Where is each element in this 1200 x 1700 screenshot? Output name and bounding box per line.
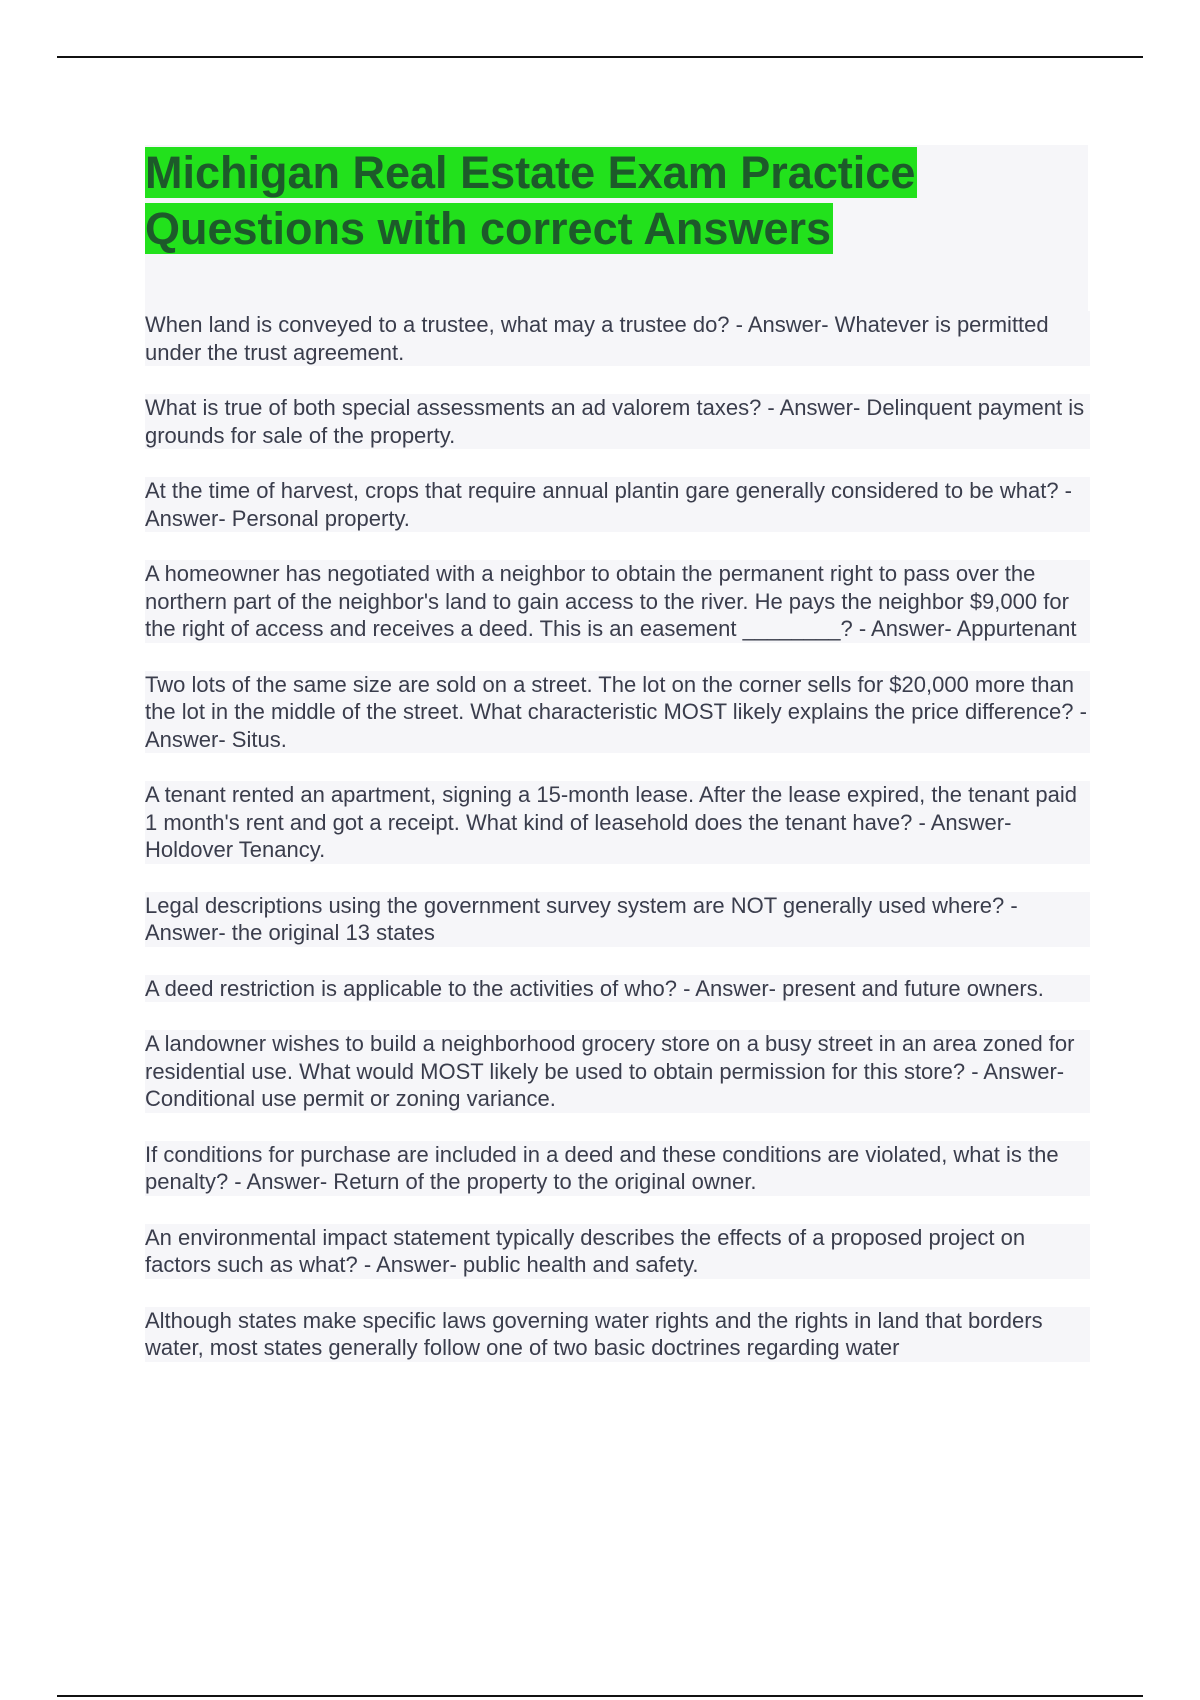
title-block	[145, 145, 1088, 313]
qa-item-9: A landowner wishes to build a neighborhood grocery store on a busy street in an area zoned for residential use. What would MOST likely be used to obtain permission for this store? - Answer- Conditional use permit or zoning variance.	[145, 1030, 1090, 1113]
qa-item-1: When land is conveyed to a trustee, what may a trustee do? - Answer- Whatever is permitted under the trust agreement.	[145, 311, 1090, 366]
header-rule	[57, 56, 1143, 58]
qa-item-4: A homeowner has negotiated with a neighbor to obtain the permanent right to pass over the northern part of the neighbor's land to gain access to the river. He pays the neighbor $9,000 for the right of access and receives a deed. This is an easement ________? - Answer- Appurtenant	[145, 560, 1090, 643]
qa-item-12: Although states make specific laws governing water rights and the rights in land that borders water, most states generally follow one of two basic doctrines regarding water	[145, 1307, 1090, 1362]
qa-list	[145, 311, 1090, 1390]
document-title	[145, 145, 995, 257]
qa-item-5: Two lots of the same size are sold on a street. The lot on the corner sells for $20,000 more than the lot in the middle of the street. What characteristic MOST likely explains the price difference? - Answer- Situs.	[145, 671, 1090, 754]
footer-rule	[57, 1695, 1143, 1697]
qa-item-7: Legal descriptions using the government survey system are NOT generally used where? - Answer- the original 13 states	[145, 892, 1090, 947]
qa-item-6: A tenant rented an apartment, signing a 15-month lease. After the lease expired, the tenant paid 1 month's rent and got a receipt. What kind of leasehold does the tenant have? - Answer- Holdover Tenancy.	[145, 781, 1090, 864]
qa-item-3: At the time of harvest, crops that require annual plantin gare generally considered to be what? - Answer- Personal property.	[145, 477, 1090, 532]
qa-item-10: If conditions for purchase are included in a deed and these conditions are violated, what is the penalty? - Answer- Return of the property to the original owner.	[145, 1141, 1090, 1196]
document-title-text: Michigan Real Estate Exam Practice Questions with correct Answers	[145, 147, 916, 254]
qa-item-2: What is true of both special assessments an ad valorem taxes? - Answer- Delinquent payment is grounds for sale of the property.	[145, 394, 1090, 449]
qa-item-11: An environmental impact statement typically describes the effects of a proposed project on factors such as what? - Answer- public health and safety.	[145, 1224, 1090, 1279]
qa-item-8: A deed restriction is applicable to the activities of who? - Answer- present and future owners.	[145, 975, 1090, 1003]
